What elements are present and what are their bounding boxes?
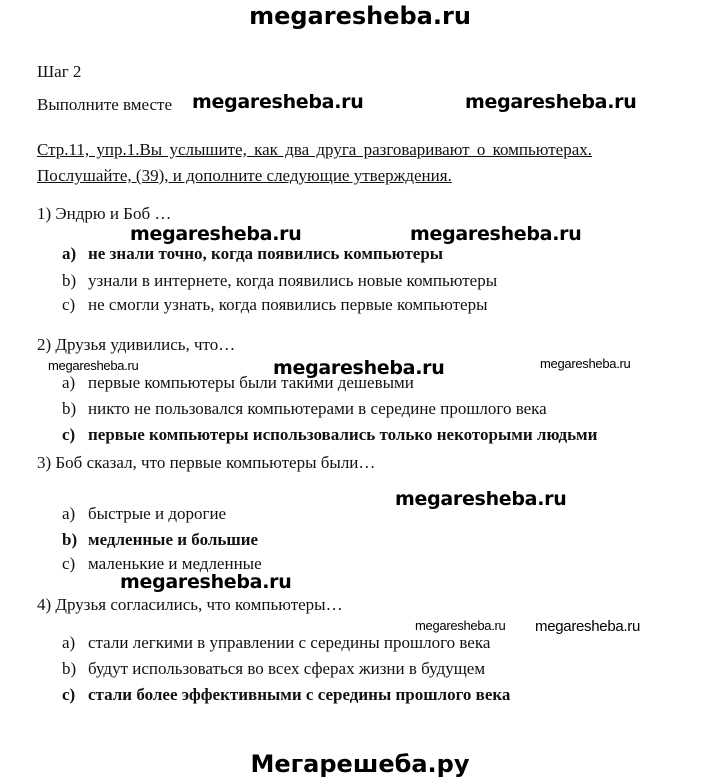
answer-option: c) не смогли узнать, когда появились первые компьютеры [62, 295, 488, 314]
answer-option: a) первые компьютеры были такими дешевыми [62, 373, 414, 392]
answer-option: a) не знали точно, когда появились компьютеры [62, 244, 444, 263]
answer-option: b) узнали в интернете, когда появились новые компьютеры [62, 271, 498, 290]
question-3: 3) Боб сказал, что первые компьютеры были… [37, 453, 376, 472]
watermark: megaresheba.ru [535, 618, 641, 635]
watermark: megaresheba.ru [48, 358, 139, 373]
watermark: megaresheba.ru [273, 357, 445, 379]
task-text: Послушайте, (39), и дополните следующие утверждения. [37, 166, 452, 185]
watermark: megaresheba.ru [415, 618, 506, 633]
answer-option: a) быстрые и дорогие [62, 504, 227, 523]
answer-option: b) медленные и большие [62, 530, 259, 549]
answer-option: b) будут использоваться во всех сферах жизни в будущем [62, 659, 486, 678]
header-watermark: megaresheba.ru [249, 2, 471, 30]
answer-option: c) первые компьютеры использовались только некоторыми людьми [62, 425, 598, 444]
answer-option: b) никто не пользовался компьютерами в середине прошлого века [62, 399, 547, 418]
footer-watermark: Мегарешеба.ру [250, 750, 470, 778]
answer-option: a) стали легкими в управлении с середины прошлого века [62, 633, 491, 652]
step-label: Шаг 2 [37, 62, 82, 81]
watermark: megaresheba.ru [130, 223, 302, 245]
answer-option: c) маленькие и медленные [62, 554, 262, 573]
question-4: 4) Друзья согласились, что компьютеры… [37, 595, 343, 614]
watermark: megaresheba.ru [540, 356, 631, 371]
watermark: megaresheba.ru [192, 91, 364, 113]
task-text: Стр.11, упр.1.Вы услышите, как два друга разговаривают о компьютерах. [37, 140, 593, 159]
watermark: megaresheba.ru [395, 488, 567, 510]
watermark: megaresheba.ru [465, 91, 637, 113]
answer-option: c) стали более эффективными с середины прошлого века [62, 685, 511, 704]
question-2: 2) Друзья удивились, что… [37, 335, 236, 354]
watermark: megaresheba.ru [410, 223, 582, 245]
question-1: 1) Эндрю и Боб … [37, 204, 172, 223]
instruction: Выполните вместе [37, 95, 173, 114]
watermark: megaresheba.ru [120, 571, 292, 593]
